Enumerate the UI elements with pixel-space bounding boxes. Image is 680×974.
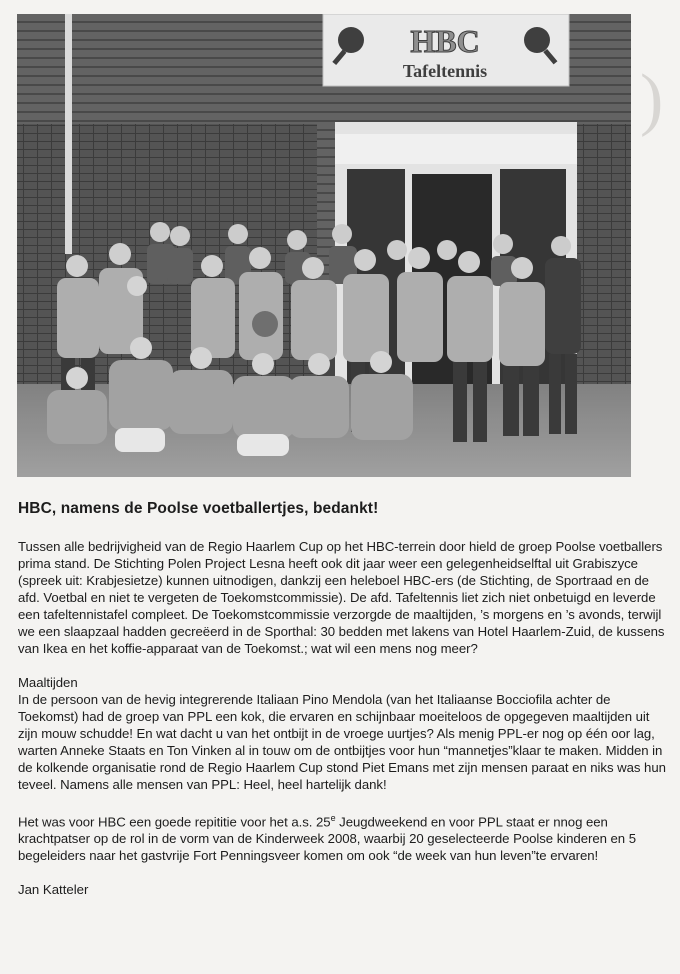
article-subheading: Maaltijden: [18, 675, 78, 690]
article-paragraph-meals: In de persoon van de hevig integrerende Italiaan Pino Mendola (van het Italiaanse Bocciofila achter de Toekomst) had de groep van PPL een kok, die ervaren en schijnbaar moeiteloos de opgegeven maaltijden uit zijn mouw schudde! En wat dacht u van het ontbijt in de vroege uurtjes? Als menig PPL-er nog op één oor lag, warten Anneke Staats en Ton Vinken al in touw om de ontbijtjes voor hun “mannetjes”klaar te maken. Midden in de kolkende organisatie rond de Regio Haarlem Cup stond Piet Emans met zijn mensen paraat en niks was hun teveel. Namens alle mensen van PPL: Heel, heel hartelijk dank!: [18, 692, 666, 792]
ordinal-suffix: e: [330, 813, 336, 823]
paragraph-text-part: Jeugdweekend en voor PPL staat er nnog een krachtpatser op de rol in de vorm van de Kinderweek 2008, waarbij 20 geselecteerde Poolse kinderen en 5 begeleiders naar het gastvrije Fort Penningsveer komen om ook “de week van hun leven”te ervaren!: [18, 814, 636, 864]
bleed-through-decoration: ): [640, 61, 664, 138]
article-title: HBC, namens de Poolse voetballertjes, bedankt!: [18, 500, 379, 517]
paragraph-text-part: Het was voor HBC een goede repititie voor het a.s. 25: [18, 814, 331, 830]
article-author: Jan Katteler: [18, 882, 89, 898]
team-photo: [17, 14, 631, 477]
article-paragraph-outlook: [18, 810, 668, 864]
article: [18, 500, 668, 898]
sign-title: HBC: [410, 23, 480, 59]
article-paragraph-intro: Tussen alle bedrijvigheid van de Regio Haarlem Cup op het HBC-terrein door hield de groep Poolse voetballers prima stand. De Stichting Polen Project Lesna heeft ook dit jaar weer een gelegenheidselftal uit Grabiszyce (spreek uit: Krabjesietze) kunnen uitnodigen, dankzij een heleboel HBC-ers (de Stichting, de Sportraad en de afd. Voetbal en niet te vergeten de Toekomstcommissie). De afd. Tafeltennis liet zich niet onbetuigd en leverde een tafeltennistafel compleet. De Toekomstcommissie verzorgde de maaltijden, ’s morgens en ’s avonds, terwijl we een slaapzaal hadden gecreëerd in de Sporthal: 30 bedden met lakens van Hotel Haarlem-Zuid, de kussens van Ikea en het koffie-apparaat van de Toekomst.; wat wil een mens nog meer?: [18, 539, 665, 656]
sign-subtitle: Tafeltennis: [402, 61, 488, 81]
team-photo-illustration: [17, 14, 631, 477]
